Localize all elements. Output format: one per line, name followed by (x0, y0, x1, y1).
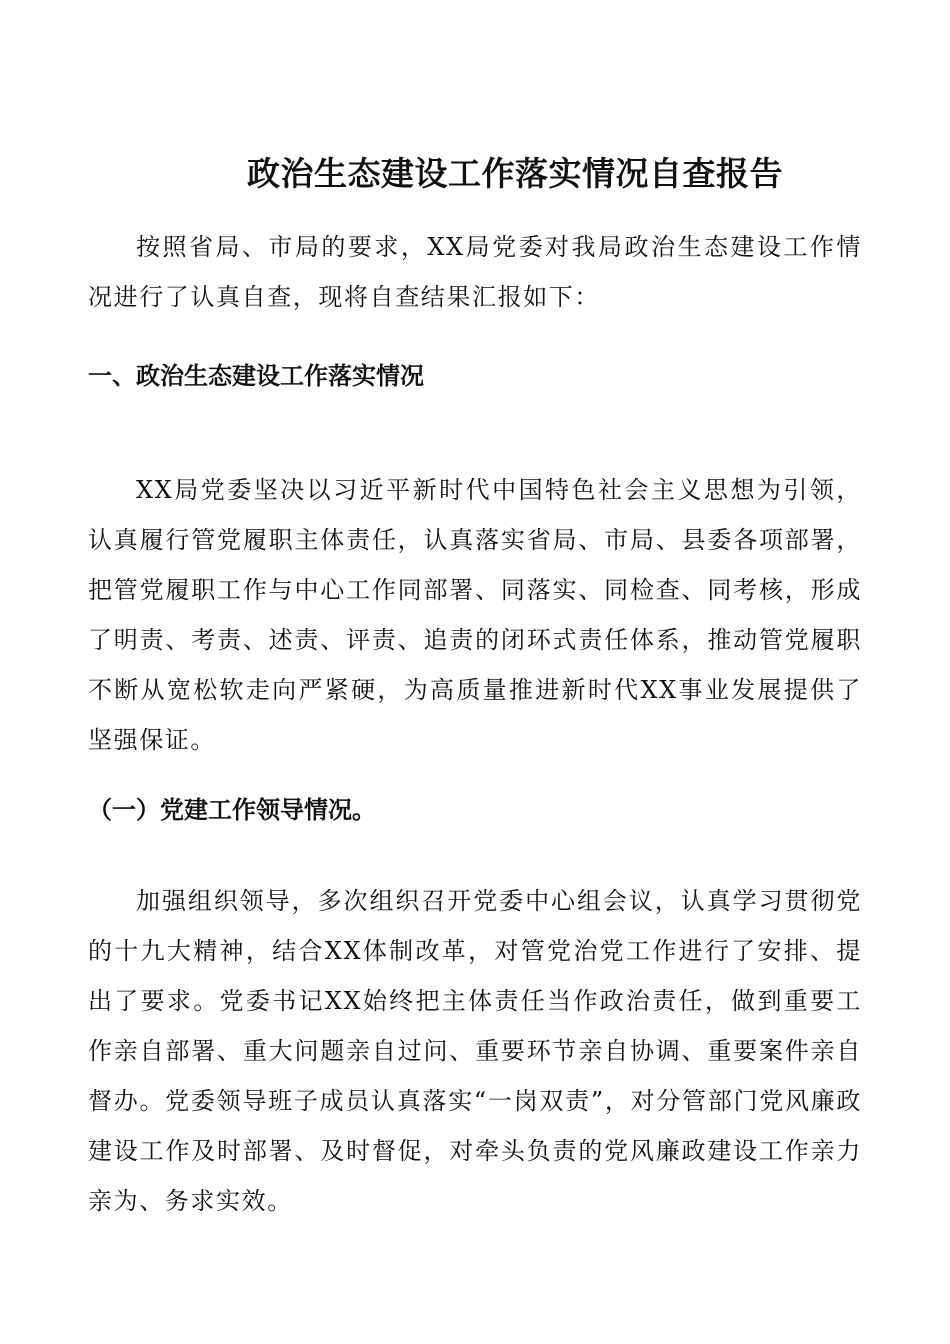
section-heading: 一、政治生态建设工作落实情况 (88, 362, 424, 390)
section-paragraph: XX局党委坚决以习近平新时代中国特色社会主义思想为引领，认真履行管党履职主体责任，认真落实省局、市局、县委各项部署，把管党履职工作与中心工作同部署、同落实、同检查、同考核，形成了明责、考责、述责、评责、追责的闭环式责任体系，推动管党履职不断从宽松软走向严紧硬，为高质量推进新时代XX事业发展提供了坚强保证。 (88, 476, 862, 754)
subsection-paragraph: 加强组织领导，多次组织召开党委中心组会议，认真学习贯彻党的十九大精神，结合XX体制改革，对管党治党工作进行了安排、提出了要求。党委书记XX始终把主体责任当作政治责任，做到重要工作亲自部署、重大问题亲自过问、重要环节亲自协调、重要案件亲自督办。党委领导班子成员认真落实“一岗双责”，对分管部门党风廉政建设工作及时部署、及时督促，对牵头负责的党风廉政建设工作亲力亲为、务求实效。 (88, 887, 862, 1215)
subsection-heading: （一）党建工作领导情况。 (88, 795, 376, 824)
intro-paragraph: 按照省局、市局的要求，XX局党委对我局政治生态建设工作情况进行了认真自查，现将自查结果汇报如下： (88, 233, 862, 311)
document-title: 政治生态建设工作落实情况自查报告 (247, 154, 783, 193)
